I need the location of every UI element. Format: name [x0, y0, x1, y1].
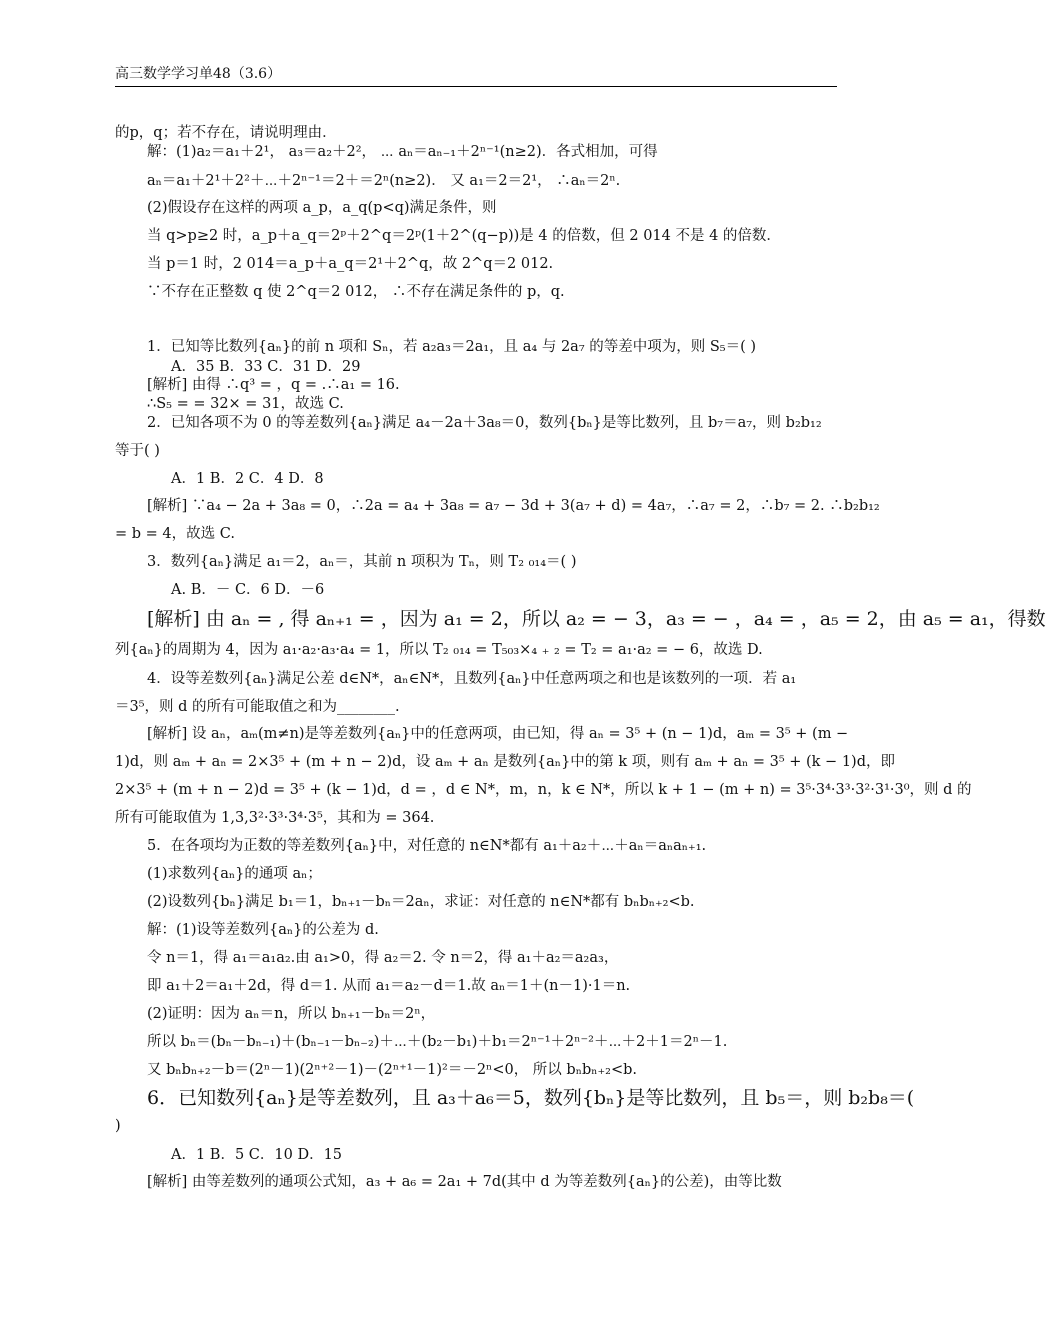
text-line: 又 bₙbₙ₊₂－b＝(2ⁿ－1)(2ⁿ⁺²－1)－(2ⁿ⁺¹－1)²＝－2ⁿ<0， 所以 bₙbₙ₊₂<b. — [147, 1062, 638, 1078]
text-line: (1)求数列{aₙ}的通项 aₙ； — [147, 866, 322, 882]
text-line: [解析] ∵a₄ − 2a + 3a₈ = 0，∴2a = a₄ + 3a₈ = a₇ − 3d + 3(a₇ + d) = 4a₇，∴a₇ = 2，∴b₇ = 2. ∴b₂b₁₂ — [147, 498, 880, 514]
text-line: A．1 B．5 C．10 D．15 — [171, 1147, 343, 1163]
text-line: 1．已知等比数列{aₙ}的前 n 项和 Sₙ，若 a₂a₃＝2a₁，且 a₄ 与 2a₇ 的等差中项为，则 S₅＝( ) — [147, 339, 757, 355]
text-line: A．1 B．2 C．4 D．8 — [171, 471, 324, 487]
text-line: ∵不存在正整数 q 使 2^q＝2 012， ∴不存在满足条件的 p，q. — [147, 284, 565, 300]
text-line: 解：(1)设等差数列{aₙ}的公差为 d. — [147, 922, 379, 938]
text-line: 所有可能取值为 1,3,3²·3³·3⁴·3⁵，其和为 = 364. — [115, 810, 435, 826]
text-line: A. B．－ C．6 D．－6 — [171, 582, 325, 598]
text-line: 等于( ) — [115, 443, 160, 459]
text-line: 2．已知各项不为 0 的等差数列{aₙ}满足 a₄－2a＋3a₈＝0，数列{bₙ}是等比数列，且 b₇＝a₇，则 b₂b₁₂ — [147, 415, 822, 431]
text-line: 即 a₁＋2＝a₁＋2d，得 d＝1. 从而 a₁＝a₂－d＝1.故 aₙ＝1＋(n－1)·1＝n. — [147, 978, 631, 994]
text-line: 2×3⁵ + (m + n − 2)d = 3⁵ + (k − 1)d，d = ，d ∈ N*，m，n，k ∈ N*，所以 k + 1 − (m + n) = 3⁵·3⁴·3³·3²·3¹·3⁰，则 d 的 — [115, 782, 972, 798]
text-line: ＝3⁵，则 d 的所有可能取值之和为________. — [115, 699, 400, 715]
text-line: 5．在各项均为正数的等差数列{aₙ}中，对任意的 n∈N*都有 a₁＋a₂＋⋯＋aₙ＝aₙaₙ₊₁. — [147, 838, 707, 854]
header-title: 高三数学学习单48（3.6） — [115, 66, 282, 82]
text-line: = b = 4，故选 C. — [115, 526, 235, 542]
text-line: [解析] 由等差数列的通项公式知，a₃ + a₆ = 2a₁ + 7d(其中 d 为等差数列{aₙ}的公差)，由等比数 — [147, 1174, 782, 1190]
text-line: 当 q>p≥2 时，a_p＋a_q＝2ᵖ＋2^q＝2ᵖ(1＋2^(q−p))是 4 的倍数，但 2 014 不是 4 的倍数． — [147, 228, 781, 244]
text-line: 列{aₙ}的周期为 4，因为 a₁·a₂·a₃·a₄ = 1，所以 T₂ ₀₁₄ = T₅₀₃×₄ ₊ ₂ = T₂ = a₁·a₂ = − 6，故选 D. — [115, 642, 763, 658]
text-line: (2)证明：因为 aₙ＝n，所以 bₙ₊₁－bₙ＝2ⁿ， — [147, 1006, 436, 1022]
text-line: ) — [115, 1118, 121, 1134]
text-line: A．35 B．33 C．31 D．29 — [171, 359, 361, 375]
text-line: 当 p＝1 时，2 014＝a_p＋a_q＝2¹＋2^q，故 2^q＝2 012. — [147, 256, 554, 272]
text-line: [解析] 由 aₙ = , 得 aₙ₊₁ = ，因为 a₁ = 2，所以 a₂ = − 3，a₃ = − ，a₄ = ，a₅ = 2，由 a₅ = a₁，得数 — [147, 608, 1046, 630]
text-line: (2)设数列{bₙ}满足 b₁＝1，bₙ₊₁－bₙ＝2aₙ，求证：对任意的 n∈N*都有 bₙbₙ₊₂<b. — [147, 894, 695, 910]
text-line: ∴S₅ = = 32× = 31，故选 C. — [147, 396, 344, 412]
text-line: 3．数列{aₙ}满足 a₁＝2，aₙ＝，其前 n 项积为 Tₙ，则 T₂ ₀₁₄＝( ) — [147, 554, 577, 570]
text-line: aₙ＝a₁＋2¹＋2²＋⋯＋2ⁿ⁻¹＝2＋＝2ⁿ(n≥2)． 又 a₁＝2＝2¹， ∴aₙ＝2ⁿ. — [147, 173, 621, 189]
text-line: [解析] 设 aₙ，aₘ(m≠n)是等差数列{aₙ}中的任意两项，由已知，得 aₙ = 3⁵ + (n − 1)d，aₘ = 3⁵ + (m − — [147, 726, 849, 742]
text-line: 6．已知数列{aₙ}是等差数列，且 a₃＋a₆＝5，数列{bₙ}是等比数列，且 b₅＝，则 b₂b₈＝( — [147, 1087, 915, 1109]
text-line: 所以 bₙ＝(bₙ－bₙ₋₁)＋(bₙ₋₁－bₙ₋₂)＋⋯＋(b₂－b₁)＋b₁＝2ⁿ⁻¹＋2ⁿ⁻²＋⋯＋2＋1＝2ⁿ－1. — [147, 1034, 728, 1050]
text-line: 1)d，则 aₘ + aₙ = 2×3⁵ + (m + n − 2)d，设 aₘ + aₙ 是数列{aₙ}中的第 k 项，则有 aₘ + aₙ = 3⁵ + (k − 1)d，即 — [115, 754, 895, 770]
text-line: 4．设等差数列{aₙ}满足公差 d∈N*，aₙ∈N*，且数列{aₙ}中任意两项之和也是该数列的一项．若 a₁ — [147, 671, 797, 687]
page-header — [115, 64, 837, 87]
text-line: [解析] 由得 ∴q³ = ，q = .∴a₁ = 16. — [147, 377, 400, 393]
text-line: (2)假设存在这样的两项 a_p，a_q(p<q)满足条件，则 — [147, 200, 497, 216]
text-line: 令 n＝1，得 a₁＝a₁a₂.由 a₁>0，得 a₂＝2. 令 n＝2，得 a₁＋a₂＝a₂a₃， — [147, 950, 619, 966]
text-line: 解：(1)a₂＝a₁＋2¹， a₃＝a₂＋2²， ⋯ aₙ＝aₙ₋₁＋2ⁿ⁻¹(n≥2)．各式相加，可得 — [147, 144, 658, 160]
text-line: 的p，q；若不存在，请说明理由． — [115, 125, 337, 141]
